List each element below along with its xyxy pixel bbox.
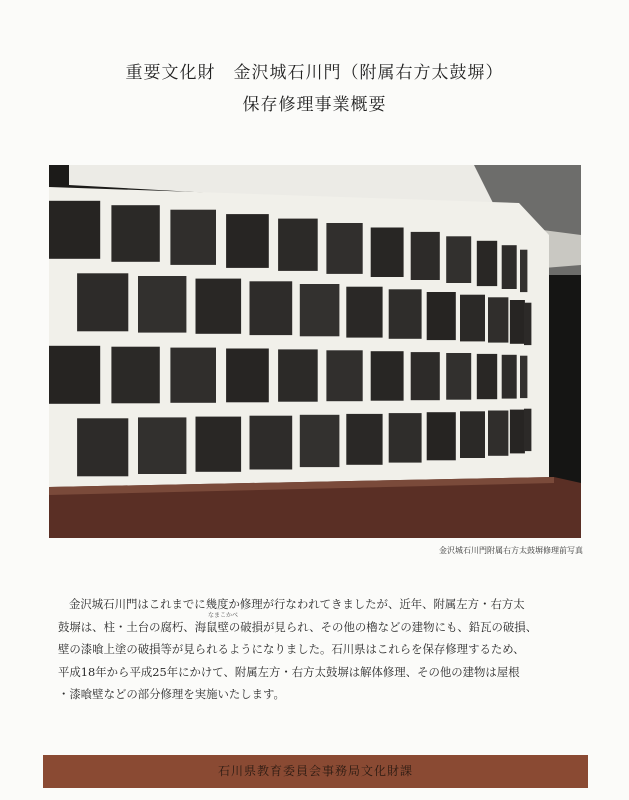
wall-tile xyxy=(502,245,517,289)
body-paragraph xyxy=(58,593,580,706)
wall-tile xyxy=(411,232,440,280)
wall-tile xyxy=(170,210,216,265)
footer-band xyxy=(43,755,588,788)
wall-tile xyxy=(226,349,269,403)
wall-tile xyxy=(510,410,525,454)
ruby-annotation: なまこかべ xyxy=(208,612,239,619)
wall-tile xyxy=(300,284,340,336)
body-line: 金沢城石川門はこれまでに幾度か修理が行なわれてきましたが、近年、附属左方・右方太 xyxy=(69,597,525,611)
wall-tile xyxy=(488,297,508,342)
wall-tile xyxy=(520,250,527,292)
wall-tile xyxy=(111,347,159,404)
namako-wall-image xyxy=(49,165,581,538)
wall-tile xyxy=(427,412,456,460)
wall-tile xyxy=(250,416,293,470)
document-title: 重要文化財 金沢城石川門（附属右方太鼓塀） xyxy=(125,63,504,83)
wall-tile xyxy=(326,350,362,401)
wall-tile xyxy=(196,279,242,334)
wall-tile xyxy=(371,351,404,401)
wall-tile xyxy=(371,228,404,278)
wall-tile xyxy=(502,355,517,399)
wall-tile xyxy=(477,241,497,286)
wall-tile xyxy=(460,295,485,342)
wall-tile xyxy=(138,276,186,333)
wall-tile xyxy=(346,287,382,338)
wall-tile xyxy=(226,214,269,268)
wall-tile xyxy=(389,413,422,463)
wall-tile xyxy=(111,205,159,262)
wall-tile xyxy=(524,409,531,451)
wall-tile xyxy=(278,349,318,401)
wall-tile xyxy=(411,352,440,400)
wall-tile xyxy=(460,411,485,458)
wall-tile xyxy=(138,417,186,474)
body-line: ・漆喰壁などの部分修理を実施いたします。 xyxy=(58,687,285,701)
wall-tile xyxy=(300,415,340,467)
body-line: 鼓塀は、柱・土台の腐朽、海鼠壁の破損が見られ、その他の櫓などの建物にも、鉛瓦の破損、 xyxy=(58,619,538,634)
wall-tile xyxy=(427,292,456,340)
photo-caption: 金沢城石川門附属右方太鼓塀修理前写真 xyxy=(439,546,583,555)
wall-tile xyxy=(446,236,471,283)
footer-organization: 石川県教育委員会事務局文化財課 xyxy=(217,764,413,778)
wall-tile xyxy=(250,281,293,335)
wall-tile xyxy=(49,201,100,259)
wall-tile xyxy=(446,353,471,400)
wall-tile xyxy=(520,356,527,398)
wall-tile xyxy=(326,223,362,274)
body-line: 壁の漆喰上塗の破損等が見られるようになりました。石川県はこれらを保存修理するため、 xyxy=(58,642,525,656)
wall-tile xyxy=(278,219,318,271)
wall-tile xyxy=(477,354,497,399)
wall-tile xyxy=(488,411,508,456)
wall-tile xyxy=(77,273,128,331)
wall-tile xyxy=(196,417,242,472)
wall-tile xyxy=(49,346,100,404)
wall-tile xyxy=(389,289,422,339)
wall-tile xyxy=(170,348,216,403)
wall-tile xyxy=(346,414,382,465)
wall-tile xyxy=(524,303,531,345)
wall-tile xyxy=(510,300,525,344)
wall-photo xyxy=(49,165,581,538)
document-subtitle: 保存修理事業概要 xyxy=(242,95,387,115)
body-line: 平成18年から平成25年にかけて、附属左方・右方太鼓塀は解体修理、その他の建物は屋根 xyxy=(58,664,520,679)
wall-tile xyxy=(77,418,128,476)
